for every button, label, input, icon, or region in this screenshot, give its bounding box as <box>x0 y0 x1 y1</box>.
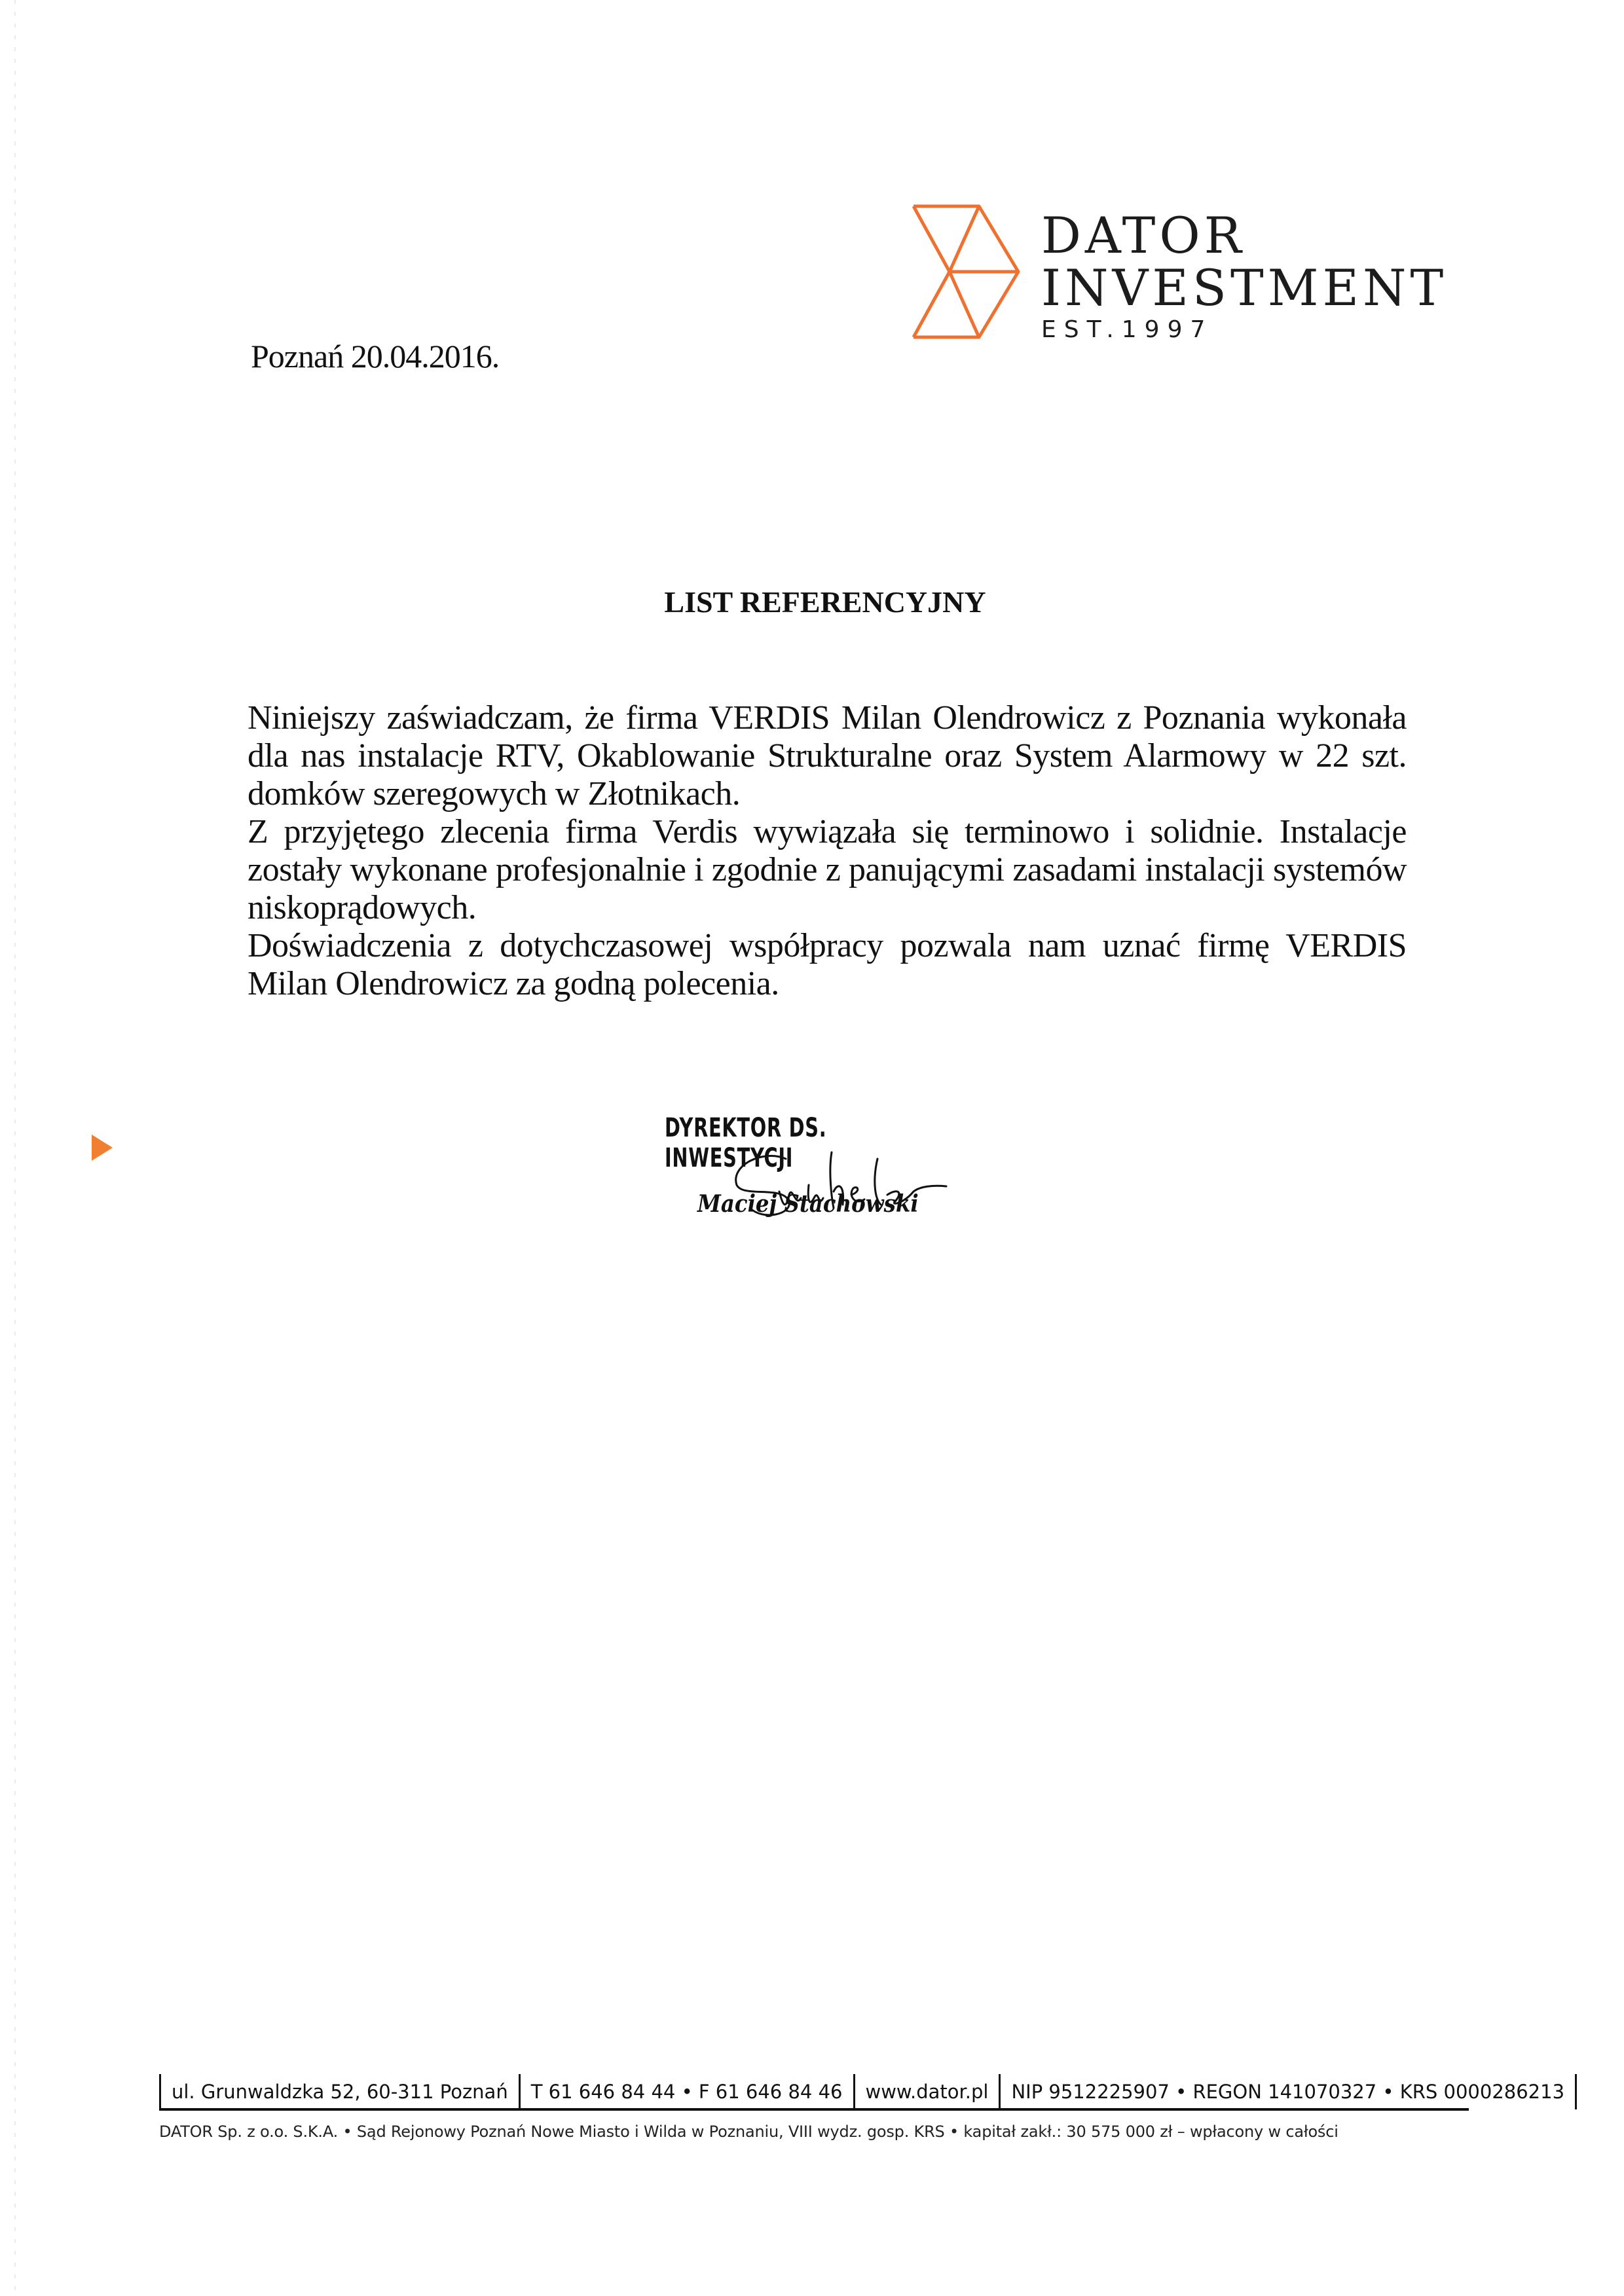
footer-registration-numbers: NIP 9512225907 • REGON 141070327 • KRS 0000286213 <box>999 2074 1575 2109</box>
logo-established: EST.1997 <box>1041 316 1213 343</box>
footer-address: ul. Grunwaldzka 52, 60-311 Poznań <box>159 2074 519 2109</box>
hexagon-triangles-logo-icon <box>897 200 1028 344</box>
footer-contact-bar <box>159 2075 1565 2111</box>
body-paragraph: Z przyjętego zlecenia firma Verdis wywiązała się terminowo i solidnie. Instalacje zostały wykonane profesjonalnie i zgodnie z panującymi zasadami instalacji systemów niskoprądowych. <box>248 813 1407 926</box>
body-paragraph: Niniejszy zaświadczam, że firma VERDIS Milan Olendrowicz z Poznania wykonała dla nas instalacje RTV, Okablowanie Strukturalne oraz System Alarmowy w 22 szt. domków szeregowych w Złotnikach. <box>248 699 1407 812</box>
letter-date: Poznań 20.04.2016. <box>251 338 500 374</box>
footer-divider <box>1575 2074 1577 2109</box>
body-paragraph: Doświadczenia z dotychczasowej współpracy pozwala nam uznać firmę VERDIS Milan Olendrowicz za godną polecenia. <box>248 927 1407 1002</box>
scan-edge-artifact <box>14 0 16 2296</box>
letter-body <box>248 699 1407 1003</box>
footer-phone-fax: T 61 646 84 44 • F 61 646 84 46 <box>519 2074 853 2109</box>
footer-website-link[interactable]: www.dator.pl <box>853 2074 999 2109</box>
signature-block <box>658 1113 972 1237</box>
footer-legal-notice: DATOR Sp. z o.o. S.K.A. • Sąd Rejonowy Poznań Nowe Miasto i Wilda w Poznaniu, VIII wydz. gosp. KRS • kapitał zakł.: 30 575 000 zł – wpłacony w całości <box>159 2123 1338 2141</box>
signatory-name: Maciej Stachowski <box>697 1190 919 1218</box>
signature-stamp-title: DYREKTOR DS. INWESTYCJI <box>665 1113 827 1173</box>
company-logo-text <box>1041 206 1448 344</box>
logo-line-investment: INVESTMENT <box>1041 259 1448 317</box>
triangle-right-icon <box>92 1135 113 1161</box>
logo-line-dator: DATOR <box>1041 206 1246 264</box>
letter-title: LIST REFERENCYJNY <box>664 585 986 619</box>
